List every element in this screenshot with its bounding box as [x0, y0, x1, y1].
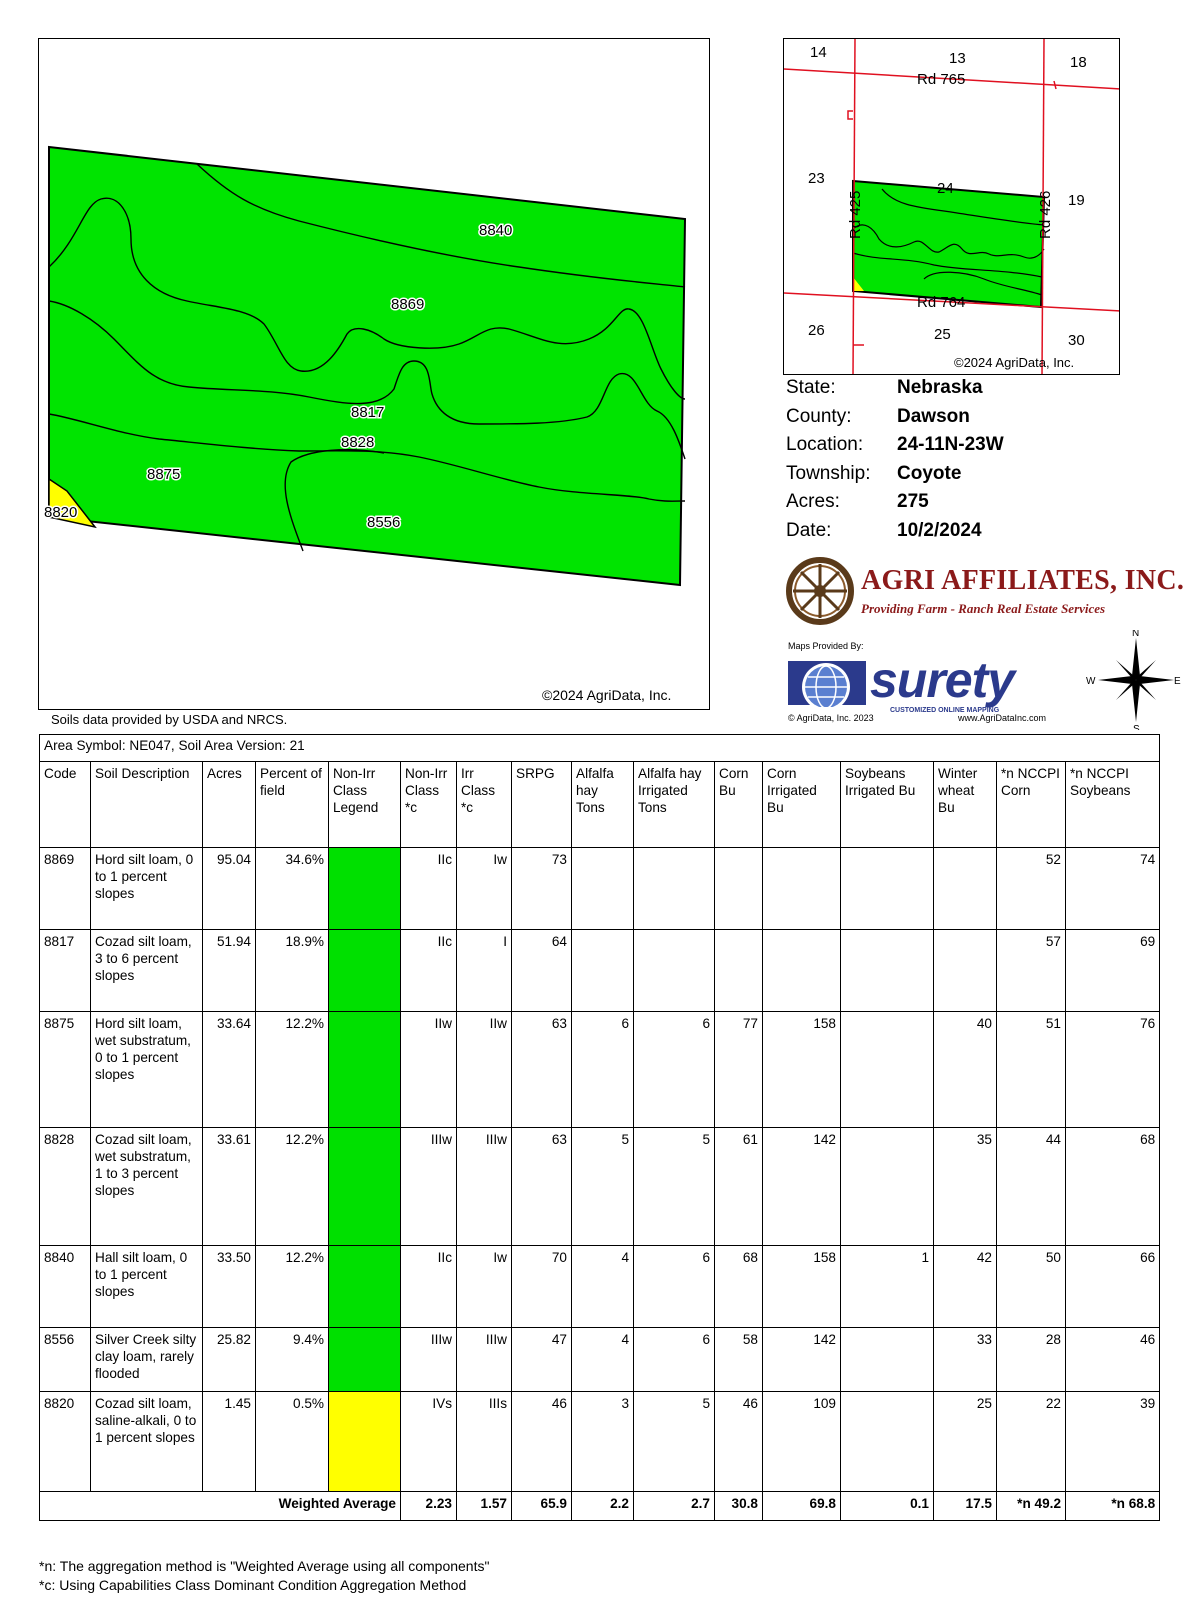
location-label: Location:	[786, 434, 864, 456]
cell-soy-irr	[841, 1012, 934, 1128]
cell-code: 8840	[40, 1246, 91, 1328]
cell-acres: 95.04	[203, 848, 256, 930]
surety-copyright: © AgriData, Inc. 2023	[788, 713, 874, 723]
cell-corn-irr: 158	[763, 1012, 841, 1128]
cell-desc: Cozad silt loam, 3 to 6 percent slopes	[91, 930, 203, 1012]
date-label: Date:	[786, 519, 832, 541]
cell-nccpi-corn: 57	[997, 930, 1066, 1012]
cell-pct: 34.6%	[256, 848, 329, 930]
cell-acres: 33.61	[203, 1128, 256, 1246]
compass-icon	[1086, 630, 1186, 730]
cell-nonirr: IIc	[401, 930, 457, 1012]
cell-pct: 18.9%	[256, 930, 329, 1012]
county-value: Dawson	[897, 405, 970, 427]
wa-corn-irr: 69.8	[763, 1492, 841, 1521]
cell-soy-irr	[841, 1128, 934, 1246]
weighted-average-row	[40, 1492, 1160, 1521]
cell-irr: IIIw	[457, 1128, 512, 1246]
wa-soy-irr: 0.1	[841, 1492, 934, 1521]
compass-w: W	[1086, 676, 1096, 687]
logo-name: AGRI AFFILIATES, INC.	[861, 565, 1185, 596]
cell-alf	[572, 848, 634, 930]
cell-soy-irr	[841, 930, 934, 1012]
cell-desc: Hord silt loam, wet substratum, 0 to 1 percent slopes	[91, 1012, 203, 1128]
cell-code: 8828	[40, 1128, 91, 1246]
col-header: Corn Bu	[715, 762, 763, 848]
acres-label: Acres:	[786, 491, 840, 513]
wa-wheat: 17.5	[934, 1492, 997, 1521]
cell-wheat: 33	[934, 1328, 997, 1392]
township-value: Coyote	[897, 462, 962, 484]
cell-irr: IIIs	[457, 1392, 512, 1492]
cell-nccpi-soy: 69	[1066, 930, 1160, 1012]
agri-affiliates-logo[interactable]	[785, 556, 1185, 626]
cell-acres: 33.50	[203, 1246, 256, 1328]
cell-corn-irr: 142	[763, 1328, 841, 1392]
cell-nccpi-corn: 44	[997, 1128, 1066, 1246]
cell-nccpi-corn: 52	[997, 848, 1066, 930]
acres-value: 275	[897, 491, 929, 513]
class-legend-swatch	[329, 1392, 401, 1492]
cell-nccpi-corn: 51	[997, 1012, 1066, 1128]
map-label-8556: 8556	[367, 514, 401, 531]
section-26: 26	[808, 322, 825, 339]
soils-data-note: Soils data provided by USDA and NRCS.	[51, 712, 288, 727]
wa-nonirr: 2.23	[401, 1492, 457, 1521]
cell-nonirr: IVs	[401, 1392, 457, 1492]
surety-tagline: CUSTOMIZED ONLINE MAPPING	[890, 707, 1000, 714]
col-header: Alfalfa hay Irrigated Tons	[634, 762, 715, 848]
globe-icon	[788, 657, 866, 707]
wa-srpg: 65.9	[512, 1492, 572, 1521]
section-25: 25	[934, 326, 951, 343]
cell-soy-irr: 1	[841, 1246, 934, 1328]
cell-srpg: 64	[512, 930, 572, 1012]
cell-corn: 77	[715, 1012, 763, 1128]
state-value: Nebraska	[897, 377, 983, 399]
table-row	[40, 1012, 1160, 1128]
cell-irr: Iw	[457, 1246, 512, 1328]
col-header: Non-Irr Class Legend	[329, 762, 401, 848]
map-label-8875: 8875	[147, 466, 181, 483]
cell-pct: 12.2%	[256, 1128, 329, 1246]
cell-irr: Iw	[457, 848, 512, 930]
table-row	[40, 1392, 1160, 1492]
cell-nccpi-corn: 50	[997, 1246, 1066, 1328]
cell-corn: 68	[715, 1246, 763, 1328]
cell-nccpi-corn: 22	[997, 1392, 1066, 1492]
road-label-rd765: Rd 765	[917, 71, 966, 88]
cell-srpg: 46	[512, 1392, 572, 1492]
cell-pct: 12.2%	[256, 1246, 329, 1328]
cell-nonirr: IIIw	[401, 1128, 457, 1246]
wa-alf: 2.2	[572, 1492, 634, 1521]
cell-nonirr: IIIw	[401, 1328, 457, 1392]
wa-irr: 1.57	[457, 1492, 512, 1521]
cell-srpg: 63	[512, 1012, 572, 1128]
cell-corn-irr: 158	[763, 1246, 841, 1328]
cell-alf-irr	[634, 848, 715, 930]
cell-wheat: 35	[934, 1128, 997, 1246]
cell-srpg: 47	[512, 1328, 572, 1392]
wagon-wheel-icon	[785, 556, 855, 626]
col-header: *n NCCPI Corn	[997, 762, 1066, 848]
cell-code: 8869	[40, 848, 91, 930]
cell-wheat	[934, 930, 997, 1012]
section-24: 24	[937, 180, 954, 197]
col-header: Soil Description	[91, 762, 203, 848]
cell-alf: 6	[572, 1012, 634, 1128]
cell-wheat: 25	[934, 1392, 997, 1492]
cell-alf-irr: 6	[634, 1328, 715, 1392]
section-30: 30	[1068, 332, 1085, 349]
locator-map-copyright: ©2024 AgriData, Inc.	[954, 355, 1075, 370]
section-18: 18	[1070, 54, 1087, 71]
cell-irr: IIIw	[457, 1328, 512, 1392]
section-19: 19	[1068, 192, 1085, 209]
cell-pct: 9.4%	[256, 1328, 329, 1392]
map-label-8840: 8840	[479, 222, 513, 239]
cell-corn: 58	[715, 1328, 763, 1392]
wa-alf-irr: 2.7	[634, 1492, 715, 1521]
location-value: 24-11N-23W	[897, 434, 1004, 456]
section-14: 14	[810, 44, 827, 61]
col-header: Soybeans Irrigated Bu	[841, 762, 934, 848]
col-header: SRPG	[512, 762, 572, 848]
class-legend-swatch	[329, 930, 401, 1012]
cell-alf: 4	[572, 1246, 634, 1328]
table-row	[40, 1246, 1160, 1328]
cell-acres: 25.82	[203, 1328, 256, 1392]
cell-corn	[715, 930, 763, 1012]
soil-map-copyright: ©2024 AgriData, Inc.	[542, 687, 672, 703]
compass-n: N	[1132, 630, 1140, 639]
cell-desc: Cozad silt loam, wet substratum, 1 to 3 percent slopes	[91, 1128, 203, 1246]
class-legend-swatch	[329, 1012, 401, 1128]
road-label-rd426: Rd 426	[1037, 190, 1054, 239]
cell-wheat	[934, 848, 997, 930]
cell-wheat: 42	[934, 1246, 997, 1328]
col-header: Corn Irrigated Bu	[763, 762, 841, 848]
cell-desc: Silver Creek silty clay loam, rarely flooded	[91, 1328, 203, 1392]
map-label-8817: 8817	[351, 404, 385, 421]
cell-corn	[715, 848, 763, 930]
surety-brand: surety	[870, 652, 1015, 708]
date-value: 10/2/2024	[897, 519, 982, 541]
cell-acres: 1.45	[203, 1392, 256, 1492]
cell-corn-irr: 109	[763, 1392, 841, 1492]
wa-corn: 30.8	[715, 1492, 763, 1521]
cell-desc: Hall silt loam, 0 to 1 percent slopes	[91, 1246, 203, 1328]
cell-alf: 4	[572, 1328, 634, 1392]
cell-nccpi-corn: 28	[997, 1328, 1066, 1392]
cell-wheat: 40	[934, 1012, 997, 1128]
col-header: *n NCCPI Soybeans	[1066, 762, 1160, 848]
cell-code: 8556	[40, 1328, 91, 1392]
cell-nonirr: IIc	[401, 848, 457, 930]
footnote-c: *c: Using Capabilities Class Dominant Condition Aggregation Method	[39, 1577, 467, 1593]
road-label-rd764: Rd 764	[917, 294, 966, 311]
cell-desc: Cozad silt loam, saline-alkali, 0 to 1 percent slopes	[91, 1392, 203, 1492]
table-row	[40, 930, 1160, 1012]
locator-map[interactable]	[783, 38, 1120, 375]
footnotes	[39, 1557, 489, 1595]
logo-tagline: Providing Farm - Ranch Real Estate Services	[861, 601, 1106, 616]
soil-table	[39, 734, 1160, 1521]
cell-acres: 33.64	[203, 1012, 256, 1128]
map-label-8869: 8869	[391, 296, 425, 313]
cell-nccpi-soy: 46	[1066, 1328, 1160, 1392]
cell-desc: Hord silt loam, 0 to 1 percent slopes	[91, 848, 203, 930]
cell-soy-irr	[841, 1392, 934, 1492]
table-row	[40, 848, 1160, 930]
county-label: County:	[786, 405, 852, 427]
cell-soy-irr	[841, 848, 934, 930]
col-header: Percent of field	[256, 762, 329, 848]
table-header-row	[40, 762, 1160, 848]
cell-irr: I	[457, 930, 512, 1012]
road-label-rd425: Rd 425	[847, 190, 864, 239]
cell-pct: 12.2%	[256, 1012, 329, 1128]
cell-acres: 51.94	[203, 930, 256, 1012]
property-info	[786, 374, 1004, 545]
cell-nccpi-soy: 74	[1066, 848, 1160, 930]
col-header: Non-Irr Class *c	[401, 762, 457, 848]
cell-srpg: 73	[512, 848, 572, 930]
cell-alf: 5	[572, 1128, 634, 1246]
cell-alf-irr: 5	[634, 1128, 715, 1246]
wa-nccpi-corn: *n 49.2	[997, 1492, 1066, 1521]
locator-map-canvas	[784, 39, 1120, 375]
cell-srpg: 70	[512, 1246, 572, 1328]
cell-corn: 46	[715, 1392, 763, 1492]
cell-code: 8875	[40, 1012, 91, 1128]
col-header: Irr Class *c	[457, 762, 512, 848]
surety-url: www.AgriDataInc.com	[958, 713, 1047, 723]
area-symbol: Area Symbol: NE047, Soil Area Version: 21	[40, 735, 1160, 762]
cell-code: 8817	[40, 930, 91, 1012]
map-label-8820: 8820	[44, 504, 78, 521]
cell-srpg: 63	[512, 1128, 572, 1246]
class-legend-swatch	[329, 1128, 401, 1246]
soil-map-canvas	[39, 39, 710, 710]
section-23: 23	[808, 170, 825, 187]
map-label-8828: 8828	[341, 434, 375, 451]
cell-alf: 3	[572, 1392, 634, 1492]
table-row	[40, 1128, 1160, 1246]
cell-alf	[572, 930, 634, 1012]
surety-logo[interactable]	[788, 641, 1058, 721]
cell-nccpi-soy: 66	[1066, 1246, 1160, 1328]
cell-nccpi-soy: 76	[1066, 1012, 1160, 1128]
soil-map[interactable]	[38, 38, 710, 710]
class-legend-swatch	[329, 848, 401, 930]
cell-alf-irr: 6	[634, 1246, 715, 1328]
state-label: State:	[786, 377, 836, 399]
col-header: Alfalfa hay Tons	[572, 762, 634, 848]
cell-nonirr: IIc	[401, 1246, 457, 1328]
class-legend-swatch	[329, 1328, 401, 1392]
class-legend-swatch	[329, 1246, 401, 1328]
cell-code: 8820	[40, 1392, 91, 1492]
compass-s: S	[1133, 724, 1140, 730]
col-header: Code	[40, 762, 91, 848]
cell-irr: IIw	[457, 1012, 512, 1128]
cell-nccpi-soy: 68	[1066, 1128, 1160, 1246]
section-13: 13	[949, 50, 966, 67]
cell-soy-irr	[841, 1328, 934, 1392]
cell-corn-irr	[763, 930, 841, 1012]
footnote-n: *n: The aggregation method is "Weighted Average using all components"	[39, 1558, 490, 1574]
wa-nccpi-soy: *n 68.8	[1066, 1492, 1160, 1521]
cell-pct: 0.5%	[256, 1392, 329, 1492]
cell-alf-irr: 6	[634, 1012, 715, 1128]
col-header: Acres	[203, 762, 256, 848]
cell-corn-irr: 142	[763, 1128, 841, 1246]
table-row	[40, 1328, 1160, 1392]
cell-nonirr: IIw	[401, 1012, 457, 1128]
compass-e: E	[1174, 676, 1181, 687]
cell-corn: 61	[715, 1128, 763, 1246]
compass-rose	[1086, 630, 1186, 730]
cell-alf-irr	[634, 930, 715, 1012]
township-label: Township:	[786, 462, 871, 484]
col-header: Winter wheat Bu	[934, 762, 997, 848]
cell-nccpi-soy: 39	[1066, 1392, 1160, 1492]
surety-provided-by: Maps Provided By:	[788, 641, 864, 651]
cell-corn-irr	[763, 848, 841, 930]
weighted-average-label: Weighted Average	[40, 1492, 401, 1521]
cell-alf-irr: 5	[634, 1392, 715, 1492]
